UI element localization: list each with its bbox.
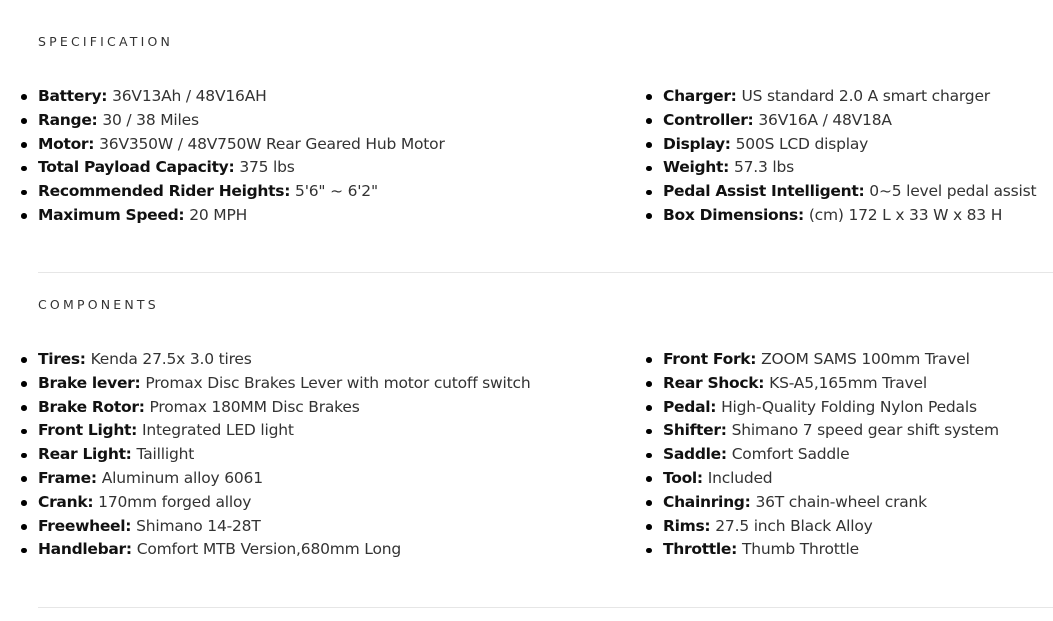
spec-label: Throttle: [663, 540, 738, 559]
bullet-icon [646, 213, 652, 219]
spec-label: Crank: [38, 492, 94, 511]
bullet-icon [21, 500, 27, 506]
bullet-icon [21, 548, 27, 554]
bullet-icon [21, 213, 27, 219]
bullet-icon [21, 429, 27, 435]
bullet-icon [21, 142, 27, 148]
spec-list-item [38, 180, 445, 204]
spec-list-item [663, 538, 999, 562]
spec-value: (cm) 172 L x 33 W x 83 H [808, 205, 1003, 224]
bullet-icon [21, 118, 27, 124]
spec-label: Rims: [663, 516, 711, 535]
section-divider [38, 607, 1053, 608]
spec-label: Battery: [38, 87, 108, 105]
spec-label: Controller: [663, 110, 754, 129]
bullet-icon [646, 476, 652, 482]
bullet-icon [646, 142, 652, 148]
spec-label: Pedal Assist Intelligent: [663, 182, 865, 201]
bullet-icon [646, 118, 652, 124]
spec-label: Box Dimensions: [663, 205, 804, 224]
spec-list-item [38, 491, 530, 515]
spec-value: 30 / 38 Miles [102, 110, 199, 129]
components-list-right [663, 348, 999, 562]
section-divider [38, 272, 1053, 273]
spec-label: Chainring: [663, 492, 751, 511]
spec-value: 36V13Ah / 48V16AH [112, 87, 267, 105]
bullet-icon [21, 476, 27, 482]
spec-value: Promax Disc Brakes Lever with motor cutoff switch [145, 373, 531, 392]
spec-list-item [663, 396, 999, 420]
spec-value: Included [707, 468, 773, 487]
spec-list-item [38, 419, 530, 443]
spec-value: 170mm forged alloy [98, 492, 252, 511]
spec-label: Maximum Speed: [38, 205, 185, 224]
spec-label: Front Light: [38, 421, 138, 440]
spec-label: Range: [38, 110, 98, 129]
spec-list-item [663, 133, 1036, 157]
spec-value: Shimano 14-28T [136, 516, 261, 535]
spec-label: Total Payload Capacity: [38, 158, 235, 177]
spec-value: 20 MPH [189, 205, 248, 224]
spec-list-item [663, 419, 999, 443]
spec-label: Front Fork: [663, 350, 757, 368]
spec-value: Aluminum alloy 6061 [101, 468, 263, 487]
spec-label: Rear Light: [38, 445, 132, 464]
spec-value: Promax 180MM Disc Brakes [149, 397, 360, 416]
spec-label: Recommended Rider Heights: [38, 182, 291, 201]
bullet-icon [646, 429, 652, 435]
bullet-icon [21, 166, 27, 172]
spec-label: Brake lever: [38, 373, 141, 392]
bullet-icon [646, 524, 652, 530]
bullet-icon [646, 548, 652, 554]
spec-value: 500S LCD display [735, 134, 869, 153]
spec-list-item [663, 204, 1036, 228]
spec-value: ZOOM SAMS 100mm Travel [761, 350, 970, 368]
bullet-icon [646, 166, 652, 172]
spec-value: High-Quality Folding Nylon Pedals [721, 397, 977, 416]
bullet-icon [646, 453, 652, 459]
spec-list-item [663, 443, 999, 467]
bullet-icon [21, 381, 27, 387]
spec-list-item [38, 348, 530, 372]
spec-value: Integrated LED light [142, 421, 294, 440]
spec-label: Saddle: [663, 445, 727, 464]
bullet-icon [21, 357, 27, 363]
spec-list-item [663, 491, 999, 515]
spec-label: Shifter: [663, 421, 727, 440]
bullet-icon [21, 453, 27, 459]
spec-list-item [663, 85, 1036, 109]
spec-label: Freewheel: [38, 516, 132, 535]
spec-list-item [38, 396, 530, 420]
components-heading: COMPONENTS [38, 297, 159, 312]
spec-value: KS-A5,165mm Travel [769, 373, 927, 392]
spec-value: 375 lbs [239, 158, 295, 177]
spec-list-item [38, 443, 530, 467]
spec-list-item [38, 515, 530, 539]
bullet-icon [21, 94, 27, 100]
specification-list-left [38, 85, 445, 228]
spec-value: US standard 2.0 A smart charger [741, 87, 990, 105]
bullet-icon [646, 357, 652, 363]
spec-value: Taillight [136, 445, 195, 464]
spec-value: 5'6" ~ 6'2" [295, 182, 378, 201]
spec-label: Motor: [38, 134, 95, 153]
spec-value: 57.3 lbs [733, 158, 795, 177]
bullet-icon [21, 405, 27, 411]
spec-list-item [663, 109, 1036, 133]
spec-value: Shimano 7 speed gear shift system [731, 421, 999, 440]
spec-value: Thumb Throttle [741, 540, 859, 559]
spec-value: Comfort Saddle [731, 445, 850, 464]
spec-list-item [663, 467, 999, 491]
spec-label: Frame: [38, 468, 97, 487]
spec-value: 0~5 level pedal assist [869, 182, 1037, 201]
specification-heading: SPECIFICATION [38, 34, 174, 49]
spec-list-item [38, 109, 445, 133]
spec-list-item [38, 467, 530, 491]
spec-value: Comfort MTB Version,680mm Long [136, 540, 402, 559]
spec-list-item [38, 538, 530, 562]
bullet-icon [646, 500, 652, 506]
spec-list-item [38, 133, 445, 157]
spec-value: 36V350W / 48V750W Rear Geared Hub Motor [99, 134, 445, 153]
spec-list-item [663, 180, 1036, 204]
spec-value: 27.5 inch Black Alloy [715, 516, 873, 535]
spec-label: Brake Rotor: [38, 397, 145, 416]
spec-list-item [663, 348, 999, 372]
spec-list-item [663, 372, 999, 396]
specification-list-right [663, 85, 1036, 228]
bullet-icon [21, 190, 27, 196]
spec-label: Charger: [663, 87, 737, 105]
spec-list-item [663, 515, 999, 539]
spec-list-item [38, 85, 445, 109]
components-list-left [38, 348, 530, 562]
spec-value: Kenda 27.5x 3.0 tires [90, 350, 252, 368]
bullet-icon [646, 190, 652, 196]
spec-label: Tires: [38, 350, 86, 368]
spec-list-item [663, 156, 1036, 180]
spec-label: Weight: [663, 158, 730, 177]
spec-value: 36V16A / 48V18A [758, 110, 892, 129]
spec-label: Handlebar: [38, 540, 132, 559]
bullet-icon [21, 524, 27, 530]
spec-label: Tool: [663, 468, 703, 487]
spec-label: Rear Shock: [663, 373, 765, 392]
spec-list-item [38, 372, 530, 396]
bullet-icon [646, 94, 652, 100]
spec-list-item [38, 156, 445, 180]
spec-label: Display: [663, 134, 731, 153]
bullet-icon [646, 381, 652, 387]
spec-label: Pedal: [663, 397, 717, 416]
spec-list-item [38, 204, 445, 228]
spec-value: 36T chain-wheel crank [755, 492, 927, 511]
bullet-icon [646, 405, 652, 411]
